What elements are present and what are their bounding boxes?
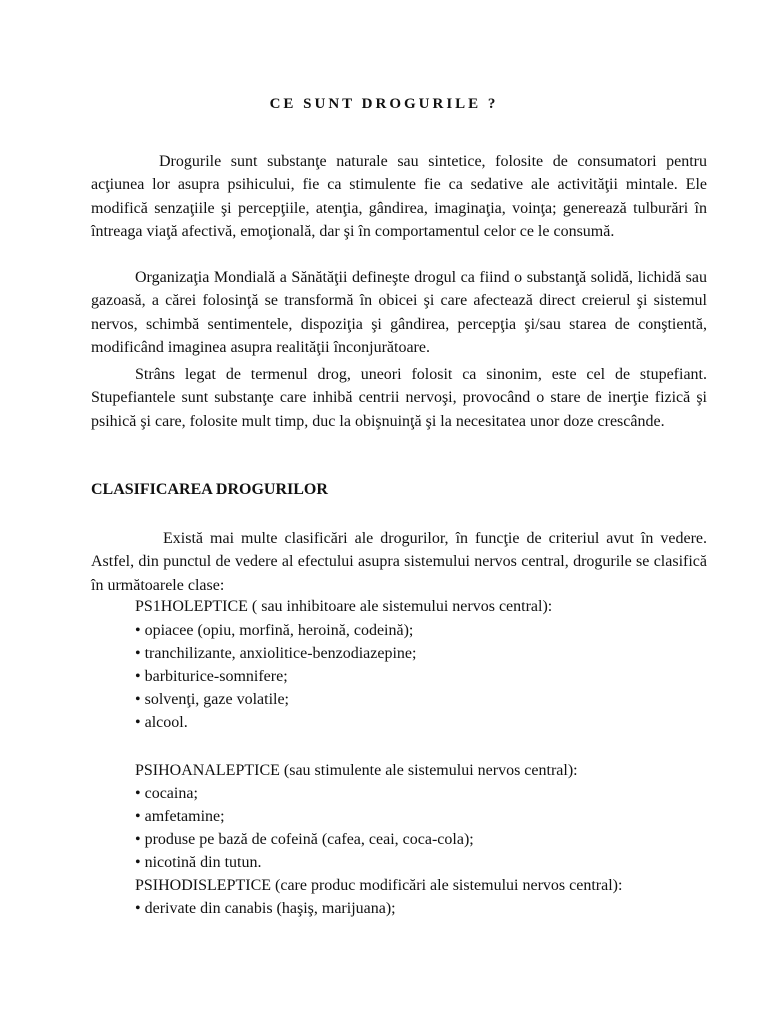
list-item: • derivate din canabis (haşiş, marijuana); [135,900,396,917]
paragraph-definition: Drogurile sunt substanţe naturale sau sintetice, folosite de consumatori pentru acţiunea lor asupra psihicului, fie ca stimulente fie ca sedative ale activităţii mintale. Ele modifică senzaţiile şi percepţiile, atenţia, gândirea, imaginaţia, voinţa; generează tulburări în întreaga viaţă afectivă, emoţională, dar şi în comportamentul celor ce le consumă. [91,153,707,240]
category-psiholeptice: PS1HOLEPTICE ( sau inhibitoare ale sistemului nervos central): [135,598,553,615]
list-item: • nicotină din tutun. [135,854,262,871]
paragraph-stupefiant: Strâns legat de termenul drog, uneori folosit ca sinonim, este cel de stupefiant. Stupefiantele sunt substanţe care inhibă centrii nervoşi, provocând o stare de inerţie fizică şi psihică şi care, folosite mult timp, duc la obişnuinţă şi la necesitatea unor doze crescânde. [91,366,707,430]
list-item: • alcool. [135,714,188,731]
list-item: • barbiturice-somnifere; [135,668,288,685]
list-item: • tranchilizante, anxiolitice-benzodiazepine; [135,645,417,662]
section-heading: CLASIFICAREA DROGURILOR [91,481,328,498]
list-item: • opiacee (opiu, morfină, heroină, codeină); [135,622,414,639]
list-item: • produse pe bază de cofeină (cafea, ceai, coca-cola); [135,831,474,848]
category-psihodisleptice: PSIHODISLEPTICE (care produc modificări ale sistemului nervos central): [135,877,623,894]
list-item: • amfetamine; [135,808,225,825]
paragraph-classification-intro: Există mai multe clasificări ale drogurilor, în funcţie de criteriul avut în vedere. Astfel, din punctul de vedere al efectului asupra sistemului nervos central, drogurile se clasifică în următoarele clase: [91,530,707,594]
list-item: • solvenţi, gaze volatile; [135,691,289,708]
document-title: CE SUNT DROGURILE ? [269,96,499,112]
category-psihoanaleptice: PSIHOANALEPTICE (sau stimulente ale sistemului nervos central): [135,762,578,779]
list-item: • cocaina; [135,785,198,802]
paragraph-oms-definition: Organizaţia Mondială a Sănătăţii defineşte drogul ca fiind o substanţă solidă, lichidă sau gazoasă, a cărei folosinţă se transformă în obicei şi care afectează direct creierul şi sistemul nervos, schimbă sentimentele, dispoziţia şi gândirea, percepţia şi/sau starea de conştientă, modificând imaginea asupra realităţii înconjurătoare. [91,269,707,356]
